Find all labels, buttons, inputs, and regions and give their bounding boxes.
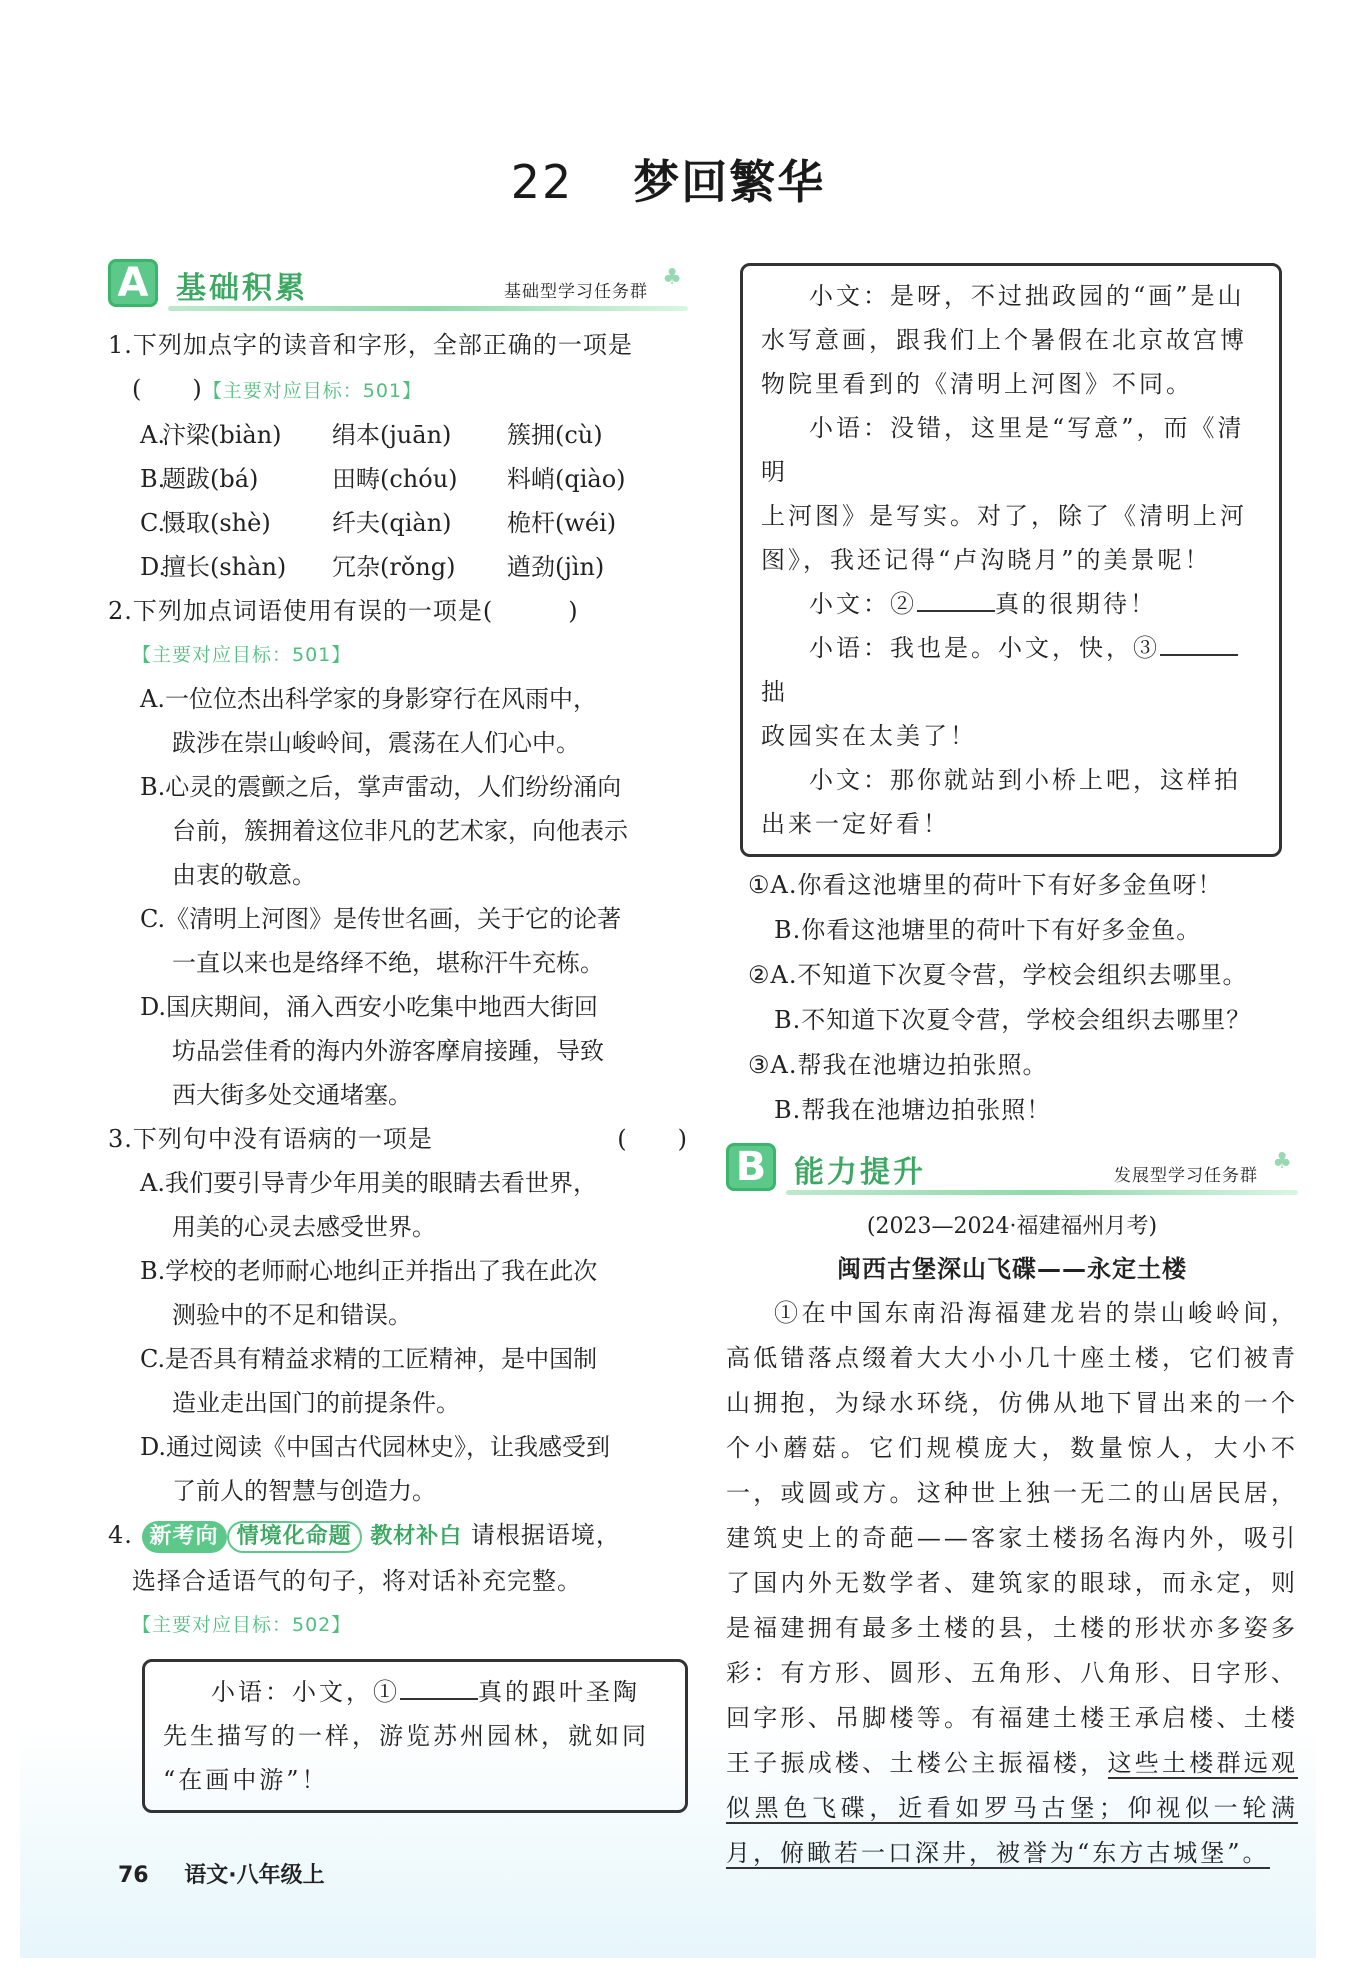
- answer-blank[interactable]: [1160, 630, 1238, 656]
- question-2: [108, 589, 688, 677]
- question-4: [108, 1513, 688, 1647]
- option-item: 擅长(shàn): [162, 553, 287, 581]
- new-trend-tag: 新考向: [142, 1521, 227, 1553]
- reading-paragraph: ①在中国东南沿海福建龙岩的崇山峻岭间，高低错落点缀着大大小小几十座土楼，它们被青山拥抱，为绿水环绕，仿佛从地下冒出来的一个个小蘑菇。它们规模庞大，数量惊人，大小不一，或圆或方。这种世上独一无二的山居民居，建筑史上的奇葩——客家土楼扬名海内外，吸引了国内外无数学者、建筑家的眼球，而永定，则是福建拥有最多土楼的县，土楼的形状亦多姿多彩：有方形、圆形、五角形、八角形、日字形、回字形、吊脚楼等。有福建土楼王承启楼、土楼王子振成楼、土楼公主振福楼，这些土楼群远观似黑色飞碟，近看如罗马古堡；仰视似一轮满月，俯瞰若一口深井，被誉为“东方古城堡”。: [726, 1299, 1298, 1867]
- question-2-stem: 2.下列加点词语使用有误的一项是( ): [108, 597, 579, 625]
- option-d: D.通过阅读《中国古代园林史》，让我感受到: [140, 1433, 611, 1461]
- option-c-cont: 造业走出国门的前提条件。: [172, 1389, 460, 1417]
- option-d: D.国庆期间，涌入西安小吃集中地西大街回: [140, 993, 599, 1021]
- dialog-line: “在画中游”！: [163, 1766, 329, 1794]
- dialog-line: 小语：没错，这里是“写意”，而《清明: [761, 414, 1245, 486]
- reading-source: (2023—2024·福建福州月考): [866, 1214, 1158, 1239]
- section-divider: [168, 306, 688, 311]
- option-a: A.一位位杰出科学家的身影穿行在风雨中，: [140, 685, 597, 713]
- answer-blank[interactable]: [400, 1674, 478, 1700]
- option-item: 桅杆(wéi): [507, 509, 617, 537]
- palm-icon: ♣: [1272, 1149, 1292, 1174]
- option-c-cont: 一直以来也是络绎不绝，堪称汗牛充栋。: [172, 949, 604, 977]
- option-item: 题跋(bá): [162, 465, 259, 493]
- question-2-options: [140, 677, 688, 1117]
- workbook-page: [20, 18, 1316, 1958]
- supplement-tag: 教材补白: [370, 1524, 463, 1549]
- question-1: [108, 323, 688, 413]
- option-c: C.《清明上河图》是传世名画，关于它的论著: [140, 905, 622, 933]
- dialog-line: 图》，我还记得“卢沟晓月”的美景呢！: [761, 546, 1212, 574]
- option-letter: C.: [140, 509, 166, 537]
- option-item: 料峭(qiào): [507, 465, 626, 493]
- option-item: 纤夫(qiàn): [332, 509, 452, 537]
- page-title: [20, 146, 1316, 212]
- option-b: B.学校的老师耐心地纠正并指出了我在此次: [140, 1257, 598, 1285]
- dialog-line: 小文：是呀，不过拙政园的“画”是山: [809, 282, 1245, 310]
- section-a-header: [108, 253, 688, 315]
- choice-3b[interactable]: B.帮我在池塘边拍张照！: [774, 1096, 1052, 1124]
- option-item: 慑取(shè): [162, 509, 271, 537]
- option-letter: A.: [140, 421, 165, 449]
- right-column: [726, 263, 1298, 1876]
- target-tag: 【主要对应目标：501】: [132, 644, 352, 666]
- option-letter: D.: [140, 553, 167, 581]
- section-b-badge: B: [726, 1143, 776, 1191]
- dialog-line: 物院里看到的《清明上河图》不同。: [761, 370, 1193, 398]
- choice-1b[interactable]: B.你看这池塘里的荷叶下有好多金鱼。: [774, 916, 1202, 944]
- option-a-cont: 用美的心灵去感受世界。: [172, 1213, 436, 1241]
- target-tag: 【主要对应目标：501】: [202, 380, 423, 402]
- dialog-line: 小文：② 真的很期待！: [761, 582, 1261, 626]
- option-item: 遒劲(jìn): [507, 553, 605, 581]
- answer-paren[interactable]: ( ): [617, 1125, 688, 1153]
- dialog-line: 政园实在太美了！: [761, 722, 977, 750]
- answer-blank[interactable]: [917, 586, 995, 612]
- dialog-line: 水写意画，跟我们上个暑假在北京故宫博: [761, 326, 1247, 354]
- question-1-stem: 1.下列加点字的读音和字形，全部正确的一项是: [108, 331, 633, 359]
- question-1-options: [140, 413, 688, 589]
- question-4-number: 4.: [108, 1521, 133, 1549]
- section-a-subtitle: 基础型学习任务群: [504, 282, 648, 302]
- section-b-title: 能力提升: [794, 1155, 926, 1190]
- option-b-cont: 由衷的敬意。: [172, 861, 316, 889]
- left-column: [108, 253, 688, 1813]
- palm-icon: ♣: [662, 265, 682, 290]
- option-item: 簇拥(cù): [507, 421, 603, 449]
- answer-paren[interactable]: ( ): [132, 375, 203, 403]
- option-d-cont: 了前人的智慧与创造力。: [172, 1477, 436, 1505]
- context-tag: 情境化命题: [227, 1521, 362, 1553]
- underlined-sentence: 这些土楼群远观似黑色飞碟，近看如罗马古堡；仰视似一轮满月，俯瞰若一口深井，被誉为“东方古城堡”。: [726, 1749, 1298, 1867]
- question-3: [108, 1117, 688, 1161]
- section-a-title: 基础积累: [176, 271, 308, 306]
- answer-choices: [748, 863, 1298, 1133]
- dialog-line: 小文：那你就站到小桥上吧，这样拍: [809, 766, 1241, 794]
- section-divider: [786, 1190, 1298, 1195]
- choice-2b[interactable]: B.不知道下次夏令营，学校会组织去哪里？: [774, 1006, 1252, 1034]
- option-a: A.我们要引导青少年用美的眼睛去看世界，: [140, 1169, 597, 1197]
- section-b-header: [726, 1137, 1298, 1199]
- page-number: 76: [118, 1863, 149, 1888]
- choice-2a[interactable]: ②A.不知道下次夏令营，学校会组织去哪里。: [748, 961, 1248, 989]
- dialog-line: 出来一定好看！: [761, 810, 950, 838]
- dialog-line: 小语：我也是。小文，快，③拙: [761, 626, 1261, 714]
- option-b-cont: 台前，簇拥着这位非凡的艺术家，向他表示: [172, 817, 628, 845]
- option-item: 绢本(juān): [332, 421, 452, 449]
- dialog-line: 上河图》是写实。对了，除了《清明上河: [761, 502, 1247, 530]
- book-name: 语文·八年级上: [184, 1863, 325, 1888]
- lesson-title: 梦回繁华: [633, 155, 826, 209]
- reading-title: 闽西古堡深山飞碟——永定土楼: [837, 1255, 1187, 1283]
- dialog-box-start: [142, 1659, 688, 1813]
- dialog-box-cont: [740, 263, 1282, 857]
- option-b: B.心灵的震颤之后，掌声雷动，人们纷纷涌向: [140, 773, 622, 801]
- dialog-line: 先生描写的一样，游览苏州园林，就如同: [163, 1722, 649, 1750]
- question-3-stem: 3.下列句中没有语病的一项是: [108, 1125, 433, 1153]
- option-a-cont: 跋涉在崇山峻岭间，震荡在人们心中。: [172, 729, 580, 757]
- option-item: 汴梁(biàn): [162, 421, 282, 449]
- option-b-cont: 测验中的不足和错误。: [172, 1301, 412, 1329]
- option-c: C.是否具有精益求精的工匠精神，是中国制: [140, 1345, 598, 1373]
- lesson-number: 22: [510, 155, 574, 209]
- option-item: 田畴(chóu): [332, 465, 458, 493]
- option-item: 冗杂(rǒng): [332, 553, 456, 581]
- choice-3a[interactable]: ③A.帮我在池塘边拍张照。: [748, 1051, 1048, 1079]
- question-4-stem-cont: 选择合适语气的句子，将对话补充完整。: [132, 1567, 582, 1595]
- question-3-options: [140, 1161, 688, 1513]
- target-tag: 【主要对应目标：502】: [132, 1614, 352, 1636]
- option-d-cont: 西大街多处交通堵塞。: [172, 1081, 412, 1109]
- option-d-cont: 坊品尝佳肴的海内外游客摩肩接踵，导致: [172, 1037, 604, 1065]
- section-b-subtitle: 发展型学习任务群: [1114, 1166, 1258, 1186]
- option-letter: B.: [140, 465, 166, 493]
- question-4-stem: 请根据语境，: [470, 1521, 621, 1549]
- dialog-line: 小语：小文，① 真的跟叶圣陶: [163, 1670, 667, 1714]
- section-a-badge: A: [108, 259, 158, 307]
- choice-1a[interactable]: ①A.你看这池塘里的荷叶下有好多金鱼呀！: [748, 871, 1223, 899]
- page-footer: [118, 1858, 325, 1889]
